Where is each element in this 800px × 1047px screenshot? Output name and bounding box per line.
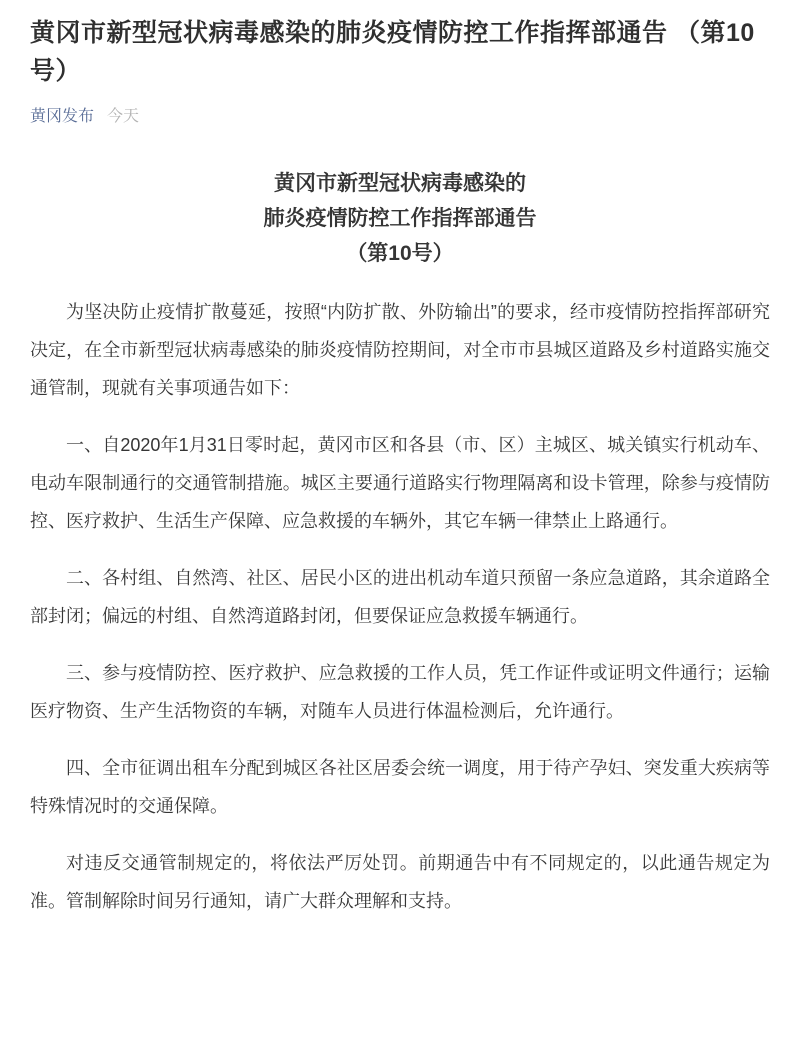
document-body <box>30 293 770 920</box>
paragraph-intro: 为坚决防止疫情扩散蔓延，按照“内防扩散、外防输出”的要求，经市疫情防控指挥部研究决定，在全市新型冠状病毒感染的肺炎疫情防控期间，对全市市县城区道路及乡村道路实施交通管制，现就有关事项通告如下： <box>30 302 770 398</box>
paragraph-item-2: 二、各村组、自然湾、社区、居民小区的进出机动车道只预留一条应急道路，其余道路全部封闭；偏远的村组、自然湾道路封闭，但要保证应急救援车辆通行。 <box>30 568 770 626</box>
paragraph-item-1: 一、自2020年1月31日零时起，黄冈市区和各县（市、区）主城区、城关镇实行机动车、电动车限制通行的交通管制措施。城区主要通行道路实行物理隔离和设卡管理，除参与疫情防控、医疗救护、生活生产保障、应急救援的车辆外，其它车辆一律禁止上路通行。 <box>30 435 770 531</box>
document-heading <box>30 166 770 271</box>
document-heading-line-1: 黄冈市新型冠状病毒感染的 <box>274 172 526 195</box>
publish-date: 今天 <box>107 108 140 125</box>
document-heading-line-3: （第10号） <box>346 242 454 265</box>
paragraph-closing: 对违反交通管制规定的，将依法严厉处罚。前期通告中有不同规定的，以此通告规定为准。管制解除时间另行通知，请广大群众理解和支持。 <box>30 853 770 911</box>
account-name-link[interactable]: 黄冈发布 <box>30 108 95 125</box>
paragraph-item-4: 四、全市征调出租车分配到城区各社区居委会统一调度，用于待产孕妇、突发重大疾病等特殊情况时的交通保障。 <box>30 758 770 816</box>
article-title: 黄冈市新型冠状病毒感染的肺炎疫情防控工作指挥部通告 （第10号） <box>30 19 755 85</box>
article-meta <box>30 106 770 128</box>
document-heading-line-2: 肺炎疫情防控工作指挥部通告 <box>263 207 537 230</box>
paragraph-item-3: 三、参与疫情防控、医疗救护、应急救援的工作人员，凭工作证件或证明文件通行；运输医疗物资、生产生活物资的车辆，对随车人员进行体温检测后，允许通行。 <box>30 663 770 721</box>
